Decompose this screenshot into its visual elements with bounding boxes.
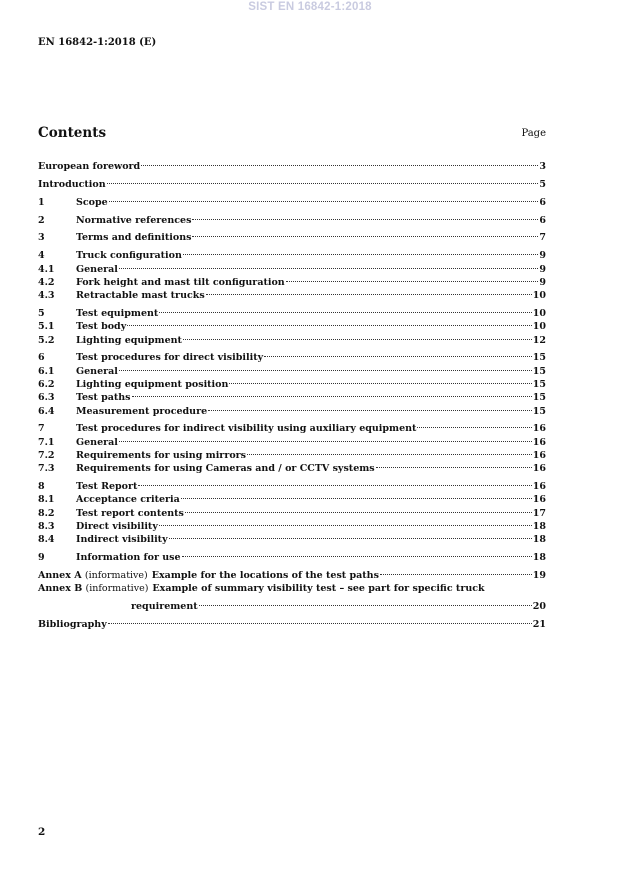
toc-entry-page[interactable]: 16 — [532, 494, 546, 506]
toc-entry-title[interactable]: Information for use — [76, 552, 181, 564]
toc-entry-page[interactable]: 17 — [532, 507, 546, 519]
toc-group — [38, 227, 546, 244]
toc-entry[interactable] — [38, 227, 546, 244]
annex-title[interactable]: Example of summary visibility test – see part for specific truck — [152, 583, 485, 595]
dot-leader — [138, 476, 531, 489]
dot-leader — [132, 387, 532, 400]
toc-entry-number: 6.2 — [38, 378, 55, 390]
toc-entry-number: 8.3 — [38, 520, 55, 532]
toc-entry-number: 5.2 — [38, 334, 55, 346]
toc-entry-page[interactable]: 12 — [532, 334, 546, 346]
toc-entry-title[interactable]: Terms and definitions — [76, 232, 192, 244]
toc-entry-title[interactable]: Acceptance criteria — [76, 494, 180, 506]
dot-leader — [182, 547, 532, 560]
toc-entry-title[interactable]: European foreword — [38, 161, 141, 173]
toc-group — [38, 174, 546, 191]
toc-entry-number: 7.3 — [38, 463, 55, 475]
dot-leader — [119, 431, 532, 444]
toc-entry[interactable] — [38, 245, 546, 262]
toc-group — [38, 245, 546, 302]
toc-annex-b[interactable] — [38, 582, 546, 595]
toc-entry-page[interactable]: 16 — [532, 449, 546, 461]
toc-entry-page[interactable]: 19 — [532, 569, 546, 581]
toc-entry-page[interactable]: 21 — [532, 618, 546, 630]
dot-leader — [380, 565, 532, 578]
toc-entry-page[interactable]: 15 — [532, 365, 546, 377]
dot-leader — [264, 347, 532, 360]
toc-entry-page[interactable]: 15 — [532, 352, 546, 364]
toc-entry[interactable] — [38, 476, 546, 493]
dot-leader — [127, 316, 532, 329]
toc-annex-b-cont[interactable] — [38, 596, 546, 612]
toc-entry-title[interactable]: General — [76, 436, 118, 448]
dot-leader — [208, 400, 532, 413]
toc-entry-number: 5 — [38, 307, 45, 319]
toc-group — [38, 476, 546, 546]
toc-entry-page[interactable]: 15 — [532, 405, 546, 417]
toc-entry-number: 7 — [38, 423, 45, 435]
toc-entry-title[interactable]: Indirect visibility — [76, 534, 168, 546]
toc-entry-title[interactable]: Test procedures for direct visibility — [76, 352, 264, 364]
toc-entry-title[interactable]: Requirements for using mirrors — [76, 449, 247, 461]
toc-entry-title[interactable]: Truck configuration — [76, 250, 182, 262]
toc-entry-number: 8.1 — [38, 494, 55, 506]
toc-entry-title[interactable]: Lighting equipment — [76, 334, 182, 346]
annex-name: Annex B — [38, 583, 83, 595]
annex-label — [38, 569, 148, 582]
dot-leader — [119, 360, 532, 373]
toc-entry-page[interactable]: 16 — [532, 481, 546, 493]
toc-entry-page[interactable]: 3 — [539, 161, 546, 173]
toc-entry[interactable] — [38, 547, 546, 564]
toc-entry-number: 6 — [38, 352, 45, 364]
toc-entry-page[interactable]: 6 — [539, 196, 546, 208]
contents-title: Contents — [38, 125, 107, 141]
dot-leader — [108, 613, 532, 626]
dot-leader — [159, 303, 531, 316]
toc-bibliography[interactable] — [38, 613, 546, 630]
toc-entry-title[interactable]: Test procedures for indirect visibility using auxiliary equipment — [76, 423, 417, 435]
annex-type: (informative) — [85, 583, 149, 595]
toc-entry-title[interactable]: Normative references — [76, 214, 192, 226]
toc-entry-page[interactable]: 18 — [532, 534, 546, 546]
dot-leader — [169, 529, 532, 542]
toc-entry-page[interactable]: 18 — [532, 520, 546, 532]
annex-title-continued[interactable]: requirement — [131, 600, 198, 612]
dot-leader — [141, 156, 538, 169]
page-column-label: Page — [521, 128, 546, 139]
toc-entry-number: 4.2 — [38, 276, 55, 288]
toc-entry-title[interactable]: Introduction — [38, 179, 106, 191]
annex-name: Annex A — [38, 569, 82, 581]
toc-group — [38, 156, 546, 173]
toc-group — [38, 209, 546, 226]
toc-entry-title[interactable]: Fork height and mast tilt configuration — [76, 276, 285, 288]
toc-entry-page[interactable]: 10 — [532, 290, 546, 302]
dot-leader — [199, 596, 532, 609]
toc-entry-title[interactable]: Test equipment — [76, 307, 159, 319]
toc-entry-page[interactable]: 16 — [532, 436, 546, 448]
toc-entry-number: 1 — [38, 196, 45, 208]
watermark: SIST EN 16842-1:2018 — [248, 1, 372, 13]
toc-entry-page[interactable]: 5 — [539, 179, 546, 191]
toc-entry-number: 4.3 — [38, 290, 55, 302]
toc-entry-title[interactable]: Retractable mast trucks — [76, 290, 205, 302]
document-id: EN 16842-1:2018 (E) — [38, 37, 157, 48]
toc-entry-title[interactable]: Direct visibility — [76, 520, 158, 532]
toc-entry-number: 2 — [38, 214, 45, 226]
toc-entry-page[interactable]: 7 — [539, 232, 546, 244]
toc-entry-title[interactable]: Requirements for using Cameras and / or CCTV systems — [76, 463, 375, 475]
toc-entry[interactable] — [38, 156, 546, 173]
toc-entry-number: 8.4 — [38, 534, 55, 546]
toc-annex-a[interactable] — [38, 565, 546, 581]
toc-entry-number: 6.4 — [38, 405, 55, 417]
dot-leader — [181, 489, 532, 502]
toc-entry-page[interactable]: 20 — [532, 600, 546, 612]
dot-leader — [247, 445, 532, 458]
toc-group — [38, 418, 546, 475]
dot-leader — [192, 227, 538, 240]
toc-entry-page[interactable]: 10 — [532, 321, 546, 333]
toc-entry-title[interactable]: General — [76, 263, 118, 275]
toc-entry-number: 4 — [38, 250, 45, 262]
toc-entry-title[interactable]: Bibliography — [38, 618, 107, 630]
dot-leader — [107, 174, 539, 187]
toc-entry-number: 4.1 — [38, 263, 55, 275]
toc-entry-page[interactable]: 16 — [532, 463, 546, 475]
toc-entry-number: 9 — [38, 552, 45, 564]
dot-leader — [417, 418, 531, 431]
toc-group — [38, 582, 546, 612]
toc-entry-page[interactable]: 15 — [532, 378, 546, 390]
toc-entry-number: 7.2 — [38, 449, 55, 461]
toc-entry-title[interactable]: Test report contents — [76, 507, 184, 519]
toc-group — [38, 303, 546, 346]
toc-entry-page[interactable]: 6 — [539, 214, 546, 226]
toc-group — [38, 565, 546, 581]
toc-entry-number: 8 — [38, 481, 45, 493]
toc-entry-number: 6.1 — [38, 365, 55, 377]
toc-entry-title[interactable]: Scope — [76, 196, 108, 208]
toc-group — [38, 547, 546, 564]
toc-entry[interactable] — [38, 174, 546, 191]
toc-entry[interactable] — [38, 192, 546, 208]
dot-leader — [183, 329, 532, 342]
toc-entry-title[interactable]: Test body — [76, 321, 127, 333]
toc-entry-title[interactable]: Measurement procedure — [76, 405, 208, 417]
toc-entry-page[interactable]: 9 — [539, 250, 546, 262]
dot-leader — [206, 285, 532, 298]
toc-entry-page[interactable]: 18 — [532, 552, 546, 564]
toc-entry-title[interactable]: Lighting equipment position — [76, 378, 229, 390]
dot-leader — [159, 516, 532, 529]
toc-entry-page[interactable]: 9 — [539, 276, 546, 288]
table-of-contents — [38, 152, 546, 630]
toc-group — [38, 192, 546, 208]
dot-leader — [229, 374, 531, 387]
toc-group — [38, 347, 546, 417]
toc-entry-number: 7.1 — [38, 436, 55, 448]
toc-entry-page[interactable]: 10 — [532, 307, 546, 319]
toc-entry[interactable] — [38, 347, 546, 364]
dot-leader — [119, 258, 538, 271]
toc-entry-title[interactable]: General — [76, 365, 118, 377]
annex-type: (informative) — [84, 569, 148, 581]
dot-leader — [183, 245, 539, 258]
toc-entry-page[interactable]: 15 — [532, 392, 546, 404]
annex-label — [38, 582, 148, 595]
toc-entry-number: 3 — [38, 232, 45, 244]
toc-entry[interactable] — [38, 418, 546, 435]
toc-entry-number: 8.2 — [38, 507, 55, 519]
toc-group — [38, 613, 546, 630]
toc-entry-page[interactable]: 16 — [532, 423, 546, 435]
dot-leader — [192, 209, 538, 222]
annex-title[interactable]: Example for the locations of the test paths — [151, 569, 379, 581]
dot-leader — [185, 502, 532, 515]
toc-entry-number: 6.3 — [38, 392, 55, 404]
page-number: 2 — [38, 826, 46, 838]
toc-entry-title[interactable]: Test paths — [76, 392, 131, 404]
toc-entry-title[interactable]: Test Report — [76, 481, 138, 493]
toc-entry[interactable] — [38, 209, 546, 226]
toc-entry-page[interactable]: 9 — [539, 263, 546, 275]
dot-leader — [286, 272, 539, 285]
dot-leader — [109, 192, 539, 205]
dot-leader — [376, 458, 532, 471]
toc-entry-number: 5.1 — [38, 321, 55, 333]
toc-entry[interactable] — [38, 303, 546, 319]
